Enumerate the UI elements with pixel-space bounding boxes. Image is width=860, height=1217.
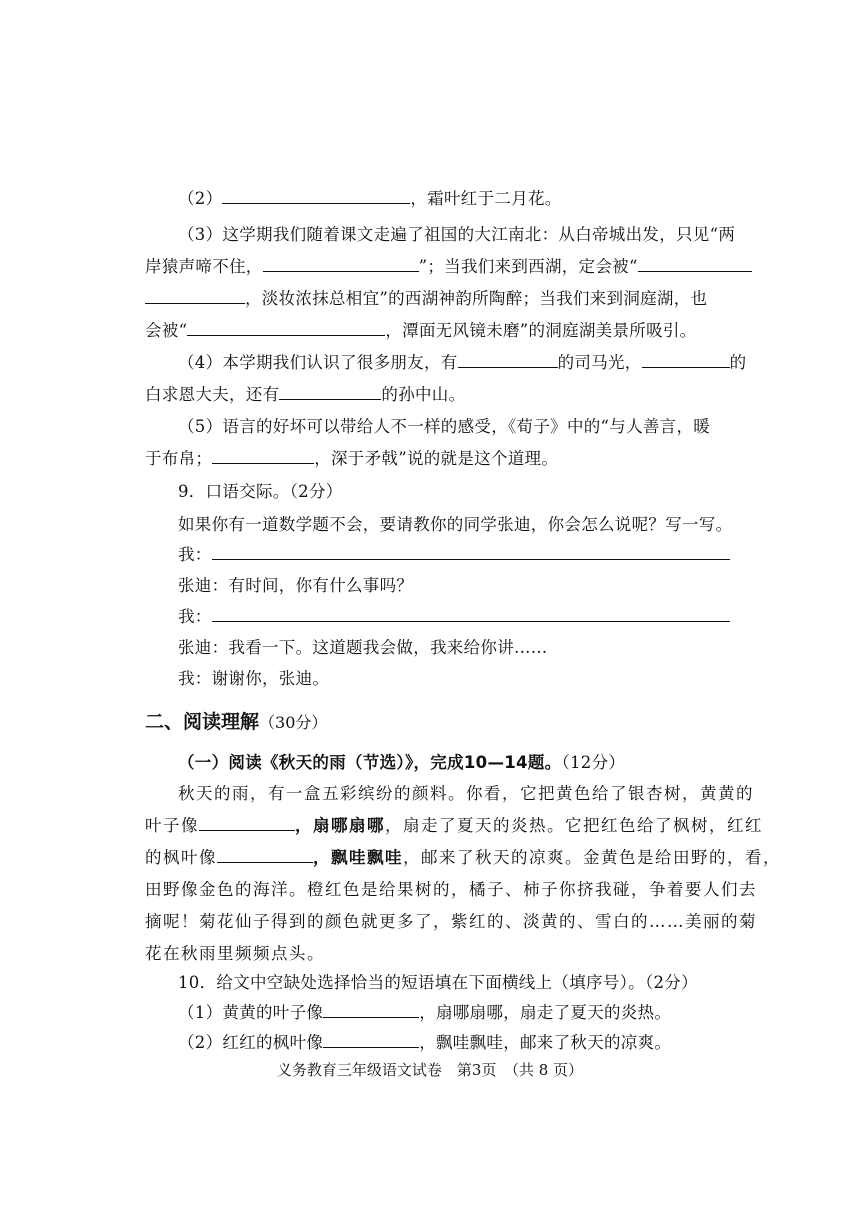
q8-item-3-line-1: （3）这学期我们随着课文走遍了祖国的大江南北：从白帝城出发，只见“两 [178,225,736,244]
answer-blank[interactable] [323,1032,419,1048]
q9-prompt: 如果你有一道数学题不会，要请教你的同学张迪，你会怎么说呢？写一写。 [178,515,733,534]
page-footer: 义务教育三年级语文试卷 第3页 （共 8 页） [276,1061,584,1079]
answer-blank[interactable] [458,352,558,368]
passage-blank[interactable] [199,815,295,831]
q8-text: （4）本学期我们认识了很多朋友，有 [178,353,458,372]
q8-text: ，潭面无风镜未磨”的洞庭湖美景所吸引。 [385,321,697,340]
passage-bold-text: ，扇哪扇哪 [295,816,385,835]
q8-text: 白求恩大夫，还有 [145,385,280,404]
passage-text: 叶子像 [145,816,199,835]
reading-heading-points: （12分） [561,753,626,772]
answer-blank[interactable] [279,384,381,400]
passage-line-4: 田野像金色的海洋。橙红色是给果树的，橘子、柿子你挤我碰，争着要人们去 [145,880,757,899]
q10-title: 10．给文中空缺处选择恰当的短语填在下面横线上（填序号）。（2分） [178,973,698,992]
q10-text: （1）黄黄的叶子像 [178,1003,324,1022]
answer-line[interactable] [212,544,730,560]
passage-text: 的枫叶像 [145,848,217,867]
passage-line-1: 秋天的雨，有一盒五彩缤纷的颜料。你看，它把黄色给了银杏树，黄黄的 [178,784,754,803]
q10-text: （2）红红的枫叶像 [178,1033,324,1052]
section-2-title [145,710,327,735]
q9-title: 9．口语交际。（2分） [178,482,343,501]
q9-dialog-zhang-2: 张迪：我看一下。这道题我会做，我来给你讲…… [178,638,548,657]
speaker-label: 我： [178,607,212,626]
passage-line-6: 花在秋雨里频频点头。 [145,944,325,963]
answer-blank[interactable] [212,448,314,464]
passage-line-3 [145,847,781,869]
q10-text: ，扇哪扇哪，扇走了夏天的炎热。 [419,1003,672,1022]
q8-text: ”；当我们来到西湖，定会被“ [418,257,638,276]
q8-text: 于布帛； [145,449,213,468]
reading-heading-text: （一）阅读《秋天的雨（节选）》，完成10—14题。 [178,753,562,772]
q8-item-2-label: （2） [178,189,223,208]
q8-text: ，深于矛戟”说的就是这个道理。 [314,449,559,468]
q8-item-2 [178,188,748,210]
passage-bold-text: ，飘哇飘哇 [313,848,403,867]
q8-item-2-text: ，霜叶红于二月花。 [410,189,562,208]
answer-blank[interactable] [263,256,419,272]
q8-text: 的 [729,353,747,372]
section-points: （30分） [259,713,328,732]
answer-blank[interactable] [323,1002,419,1018]
q8-text: ，淡妆浓抹总相宜”的西湖神韵所陶醉；当我们来到洞庭湖，也 [245,289,708,308]
speaker-label: 我： [178,545,212,564]
answer-blank[interactable] [222,188,410,204]
answer-line[interactable] [212,606,730,622]
q8-text: 的孙中山。 [381,385,466,404]
answer-blank[interactable] [187,320,385,336]
q9-dialog-me-3: 我：谢谢你，张迪。 [178,669,330,688]
q8-item-3-line-2 [145,256,745,278]
passage-line-5: 摘呢！菊花仙子得到的颜色就更多了，紫红的、淡黄的、雪白的……美丽的菊 [145,912,757,931]
q8-item-4-line-1 [178,352,748,374]
q8-item-5-line-2 [145,448,745,470]
q8-item-3-line-4 [145,320,745,342]
passage-text: ，邮来了秋天的凉爽。金黄色是给田野的，看， [403,848,781,867]
q9-dialog-zhang-1: 张迪：有时间，你有什么事吗？ [178,576,414,595]
q8-text: 的司马光， [557,353,642,372]
q10-text: ，飘哇飘哇，邮来了秋天的凉爽。 [419,1033,672,1052]
answer-blank[interactable] [145,288,245,304]
q10-item-2 [178,1032,748,1054]
q9-dialog-me-2 [178,606,748,628]
q8-text: 会被“ [145,321,188,340]
answer-blank[interactable] [638,256,752,272]
passage-text: ，扇走了夏天的炎热。它把红色给了枫树，红红 [385,816,763,835]
passage-blank[interactable] [217,847,313,863]
q8-item-5-line-1: （5）语言的好坏可以带给人不一样的感受，《荀子》中的“与人善言，暖 [178,417,711,436]
answer-blank[interactable] [642,352,730,368]
passage-line-2 [145,815,763,837]
q9-dialog-me-1 [178,544,748,566]
q8-item-4-line-2 [145,384,745,406]
q8-item-3-line-3 [145,288,745,310]
q10-item-1 [178,1002,748,1024]
section-title-text: 二、阅读理解 [145,711,260,733]
q8-text: 岸猿声啼不住， [145,257,263,276]
reading-1-heading [178,752,748,774]
